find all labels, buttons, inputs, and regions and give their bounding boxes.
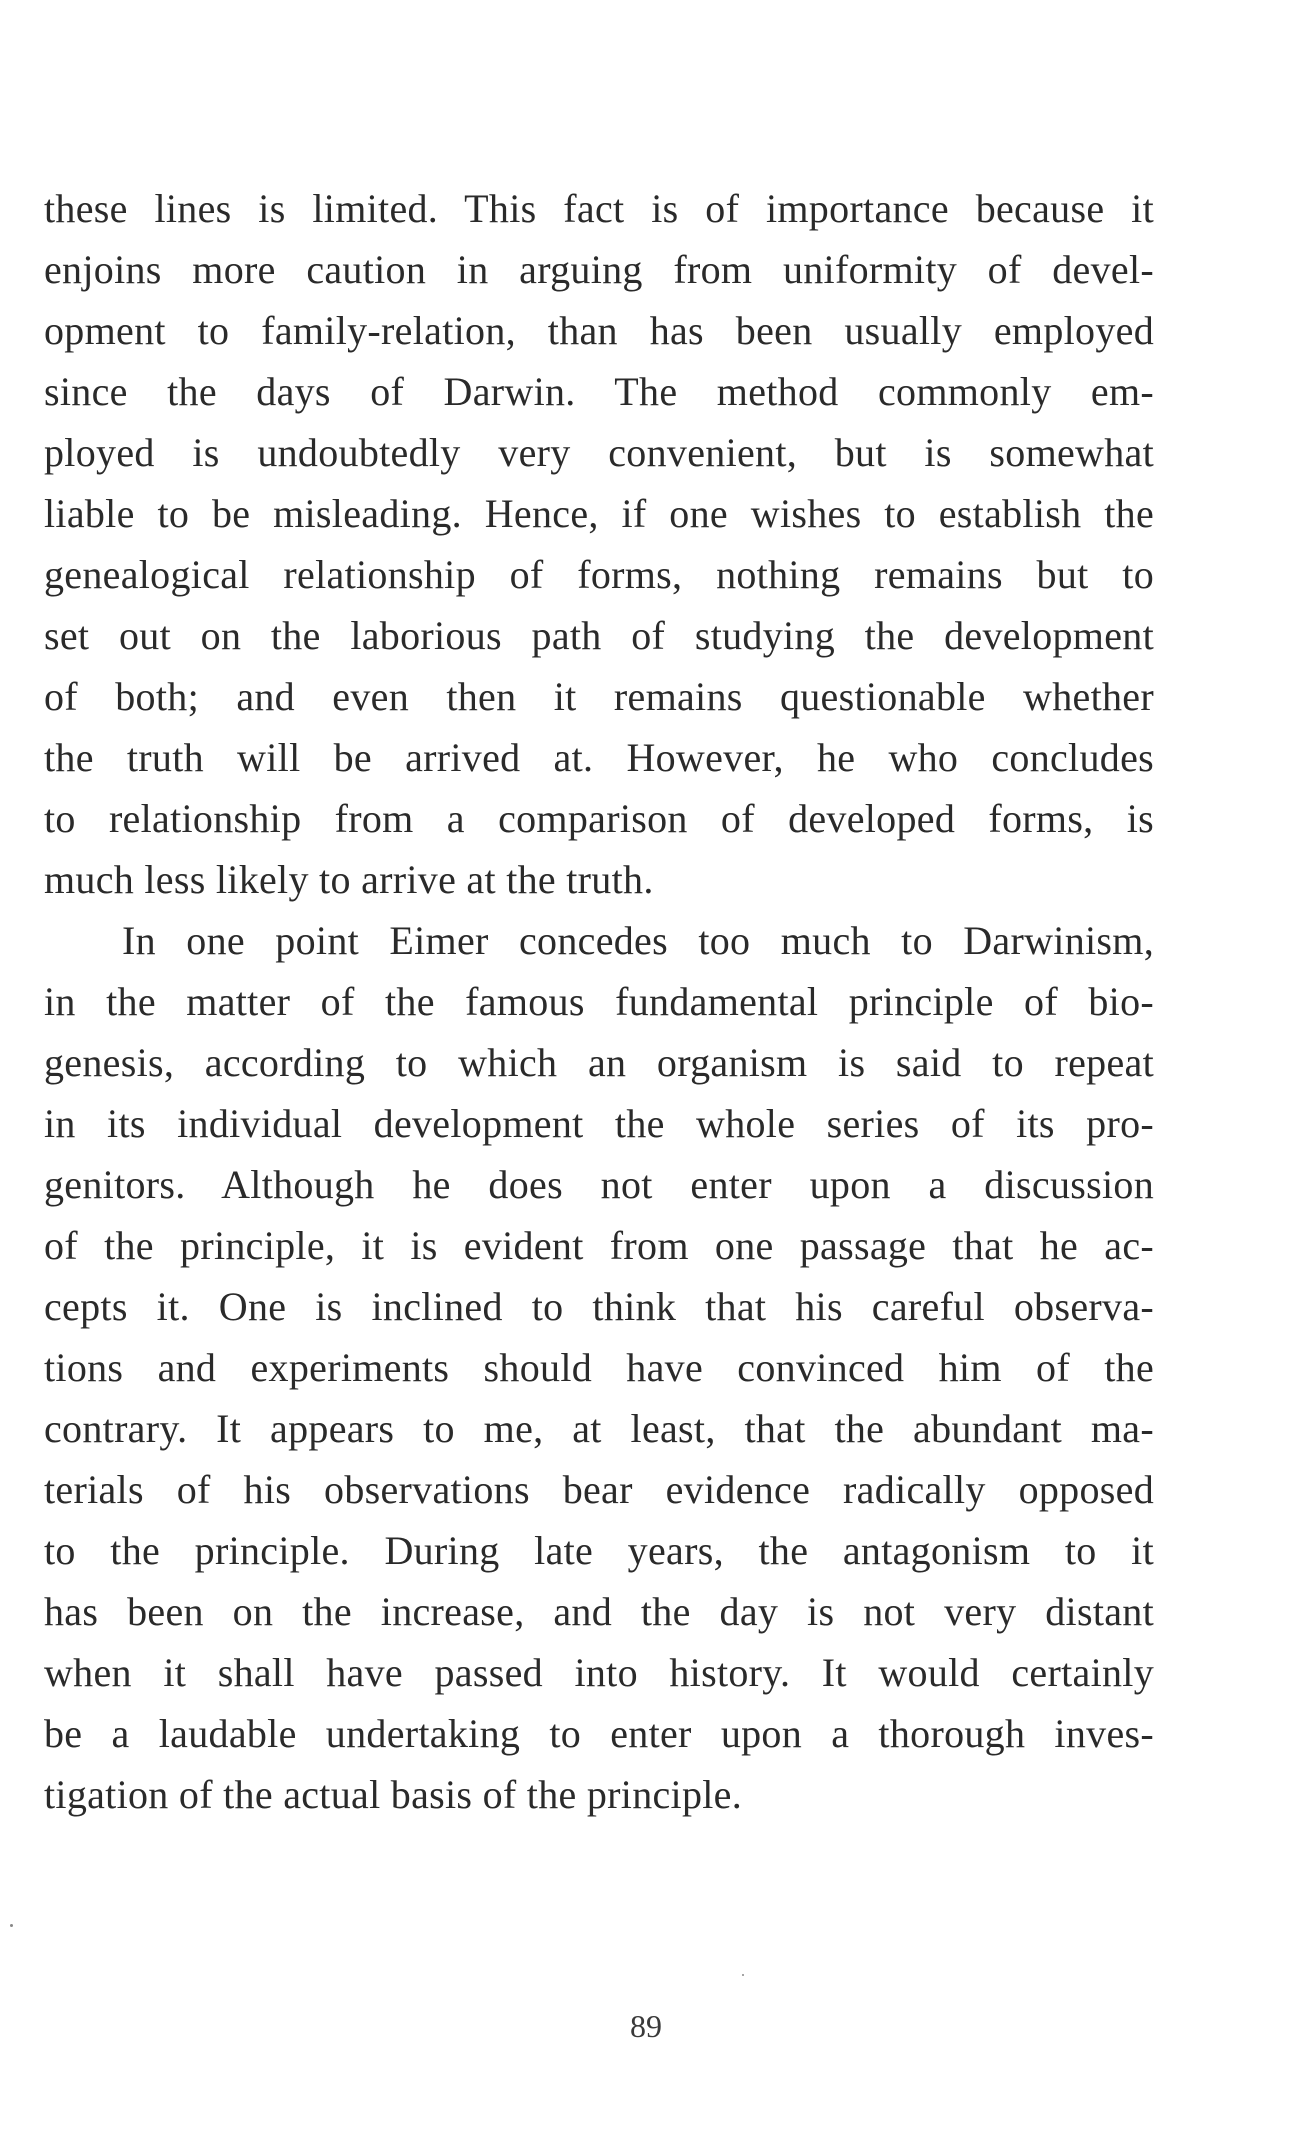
text-line: since the days of Darwin. The method commonly em-	[44, 369, 1154, 414]
paragraph-1	[44, 178, 1154, 910]
text-line: enjoins more caution in arguing from uniformity of devel-	[44, 247, 1154, 292]
text-line: liable to be misleading. Hence, if one wishes to establish the	[44, 491, 1154, 536]
text-line: ployed is undoubtedly very convenient, but is somewhat	[44, 430, 1154, 475]
text-line: genealogical relationship of forms, nothing remains but to	[44, 552, 1154, 597]
text-line: of both; and even then it remains questionable whether	[44, 674, 1154, 719]
text-line: cepts it. One is inclined to think that his careful observa-	[44, 1284, 1154, 1329]
text-line: tions and experiments should have convinced him of the	[44, 1345, 1154, 1390]
page-number: 89	[630, 2008, 662, 2044]
text-line: In one point Eimer concedes too much to Darwinism,	[122, 918, 1154, 963]
paragraph-2	[44, 910, 1154, 1825]
text-line: much less likely to arrive at the truth.	[44, 857, 654, 902]
text-line: to relationship from a comparison of developed forms, is	[44, 796, 1154, 841]
text-line: be a laudable undertaking to enter upon a thorough inves-	[44, 1711, 1154, 1756]
text-line: tigation of the actual basis of the principle.	[44, 1772, 743, 1817]
text-line: these lines is limited. This fact is of importance because it	[44, 186, 1154, 231]
text-line: in the matter of the famous fundamental principle of bio-	[44, 979, 1154, 1024]
text-line: genitors. Although he does not enter upon a discussion	[44, 1162, 1154, 1207]
scan-speck	[742, 1974, 744, 1976]
text-line: has been on the increase, and the day is not very distant	[44, 1589, 1154, 1634]
scan-speck	[10, 1924, 13, 1927]
text-line: contrary. It appears to me, at least, that the abundant ma-	[44, 1406, 1154, 1451]
body-text	[44, 178, 1154, 1825]
text-line: in its individual development the whole series of its pro-	[44, 1101, 1154, 1146]
text-line: of the principle, it is evident from one passage that he ac-	[44, 1223, 1154, 1268]
text-line: genesis, according to which an organism is said to repeat	[44, 1040, 1154, 1085]
text-line: when it shall have passed into history. It would certainly	[44, 1650, 1154, 1695]
text-line: set out on the laborious path of studying the development	[44, 613, 1154, 658]
text-line: terials of his observations bear evidence radically opposed	[44, 1467, 1154, 1512]
text-line: to the principle. During late years, the antagonism to it	[44, 1528, 1154, 1573]
text-line: the truth will be arrived at. However, he who concludes	[44, 735, 1154, 780]
text-line: opment to family-relation, than has been usually employed	[44, 308, 1154, 353]
